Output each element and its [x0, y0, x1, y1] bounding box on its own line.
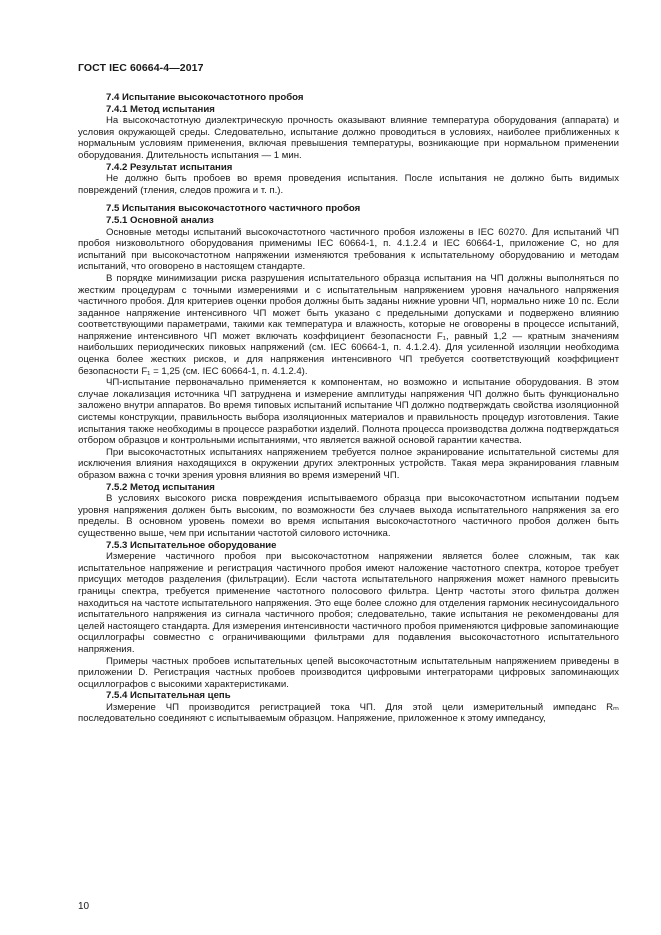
document-header: ГОСТ IEC 60664-4—2017	[78, 62, 204, 74]
paragraph: ЧП-испытание первоначально применяется к компонентам, но возможно и испытание оборудования. В этом случае локализация источника ЧП затруднена и измерение амплитуды напряжения ЧП должно быть функционально заложено внутри аппаратов. Во время типовых испытаний испытание ЧП должно подтверждать свойства изоляционной системы конструкции, правильность выбора изоляционных материалов и правильность процедур изготовления. Такие испытания также необходимы в процессе разработки изделий. Полнота процесса производства должна подтверждаться отбором образцов и контрольными испытаниями, что является важной основой гарантии качества.	[78, 377, 619, 447]
paragraph: Не должно быть пробоев во время проведения испытания. После испытания не должно быть видимых повреждений (тления, следов прожига и т. п.).	[78, 173, 619, 196]
section-heading: 7.4.2 Результат испытания	[106, 161, 233, 173]
section-heading: 7.5.3 Испытательное оборудование	[106, 539, 277, 551]
paragraph: При высокочастотных испытаниях напряжением требуется полное экранирование испытательной системы для исключения влияния находящихся в окружении других электронных устройств. Такая мера экранирования главным образом важна с точки зрения уровня влияния во время измерений ЧП.	[78, 446, 619, 481]
paragraph: В условиях высокого риска повреждения испытываемого образца при высокочастотном испытании подъем уровня напряжения должен быть высоким, по возможности без случаев выхода испытательного напряжения за его пределы. В основном уровень помехи во время испытания высокочастотного частичного пробоя должен быть существенно выше, чем при испытании частотой силового источника.	[78, 493, 619, 539]
section-heading: 7.5.1 Основной анализ	[106, 214, 214, 226]
page-number: 10	[78, 901, 90, 912]
section-heading: 7.5 Испытания высокочастотного частичного пробоя	[106, 203, 361, 215]
paragraph: В порядке минимизации риска разрушения испытательного образца испытания на ЧП должны выполняться по жестким процедурам с точными измерениями и с испытательным напряжением уровня начального напряжения частичного пробоя. Для критериев оценки пробоя должны быть заданы нижние уровни ЧП, нормально ниже 10 пс. Если заданное напряжение интенсивного ЧП может быть указано с предельными допусками и подвержено влиянию соответствующими параметрами, такими как температура и влажность, которые не оговорены в процессе испытаний, напряжение интенсивного ЧП может включать коэффициент безопасности F₁, равный 1,2 — кратным значениям наибольших периодических пиковых напряжений (см. IEC 60664-1, п. 4.1.2.4). Для усиленной изоляции необходима оценка более жестких рисков, и для напряжения интенсивного ЧП требуется соответствующий коэффициент безопасности F₁ = 1,25 (см. IEC 60664-1, п. 4.1.2.4).	[78, 272, 619, 377]
document-body	[78, 92, 619, 725]
section-heading: 7.4.1 Метод испытания	[106, 103, 215, 115]
section-heading: 7.4 Испытание высокочастотного пробоя	[106, 92, 304, 103]
section-heading: 7.5.4 Испытательная цепь	[106, 690, 231, 702]
paragraph: На высокочастотную диэлектрическую прочность оказывают влияние температура оборудования (аппарата) и условия окружающей среды. Следовательно, испытание должно проводиться в условиях, наиболее приближенных к нормальным условиям применения, включая превышения температуры, возникающие при нормальном применении оборудования. Длительность испытания — 1 мин.	[78, 115, 619, 161]
paragraph: Измерение ЧП производится регистрацией тока ЧП. Для этой цели измерительный импеданс Rₘ последовательно соединяют с испытываемым образцом. Напряжение, приложенное к этому импедансу,	[78, 701, 619, 725]
section-heading: 7.5.2 Метод испытания	[106, 481, 215, 493]
paragraph: Примеры частных пробоев испытательных цепей высокочастотным испытательным напряжением приведены в приложении D. Регистрация частных пробоев производится цифровыми интеграторами цифровых запоминающих осциллографов с высокими характеристиками.	[78, 655, 619, 690]
paragraph: Измерение частичного пробоя при высокочастотном напряжении является более сложным, так как испытательное напряжение и регистрация частичного пробоя имеют наложение частотного спектра, которое требует присущих методов разделения (фильтрации). Если частота испытательного напряжения может намного превысить границы спектра, требуется применение частотного полосового фильтра. Центр частоты этого фильтра должен находиться на частоте испытательного напряжения. Это еще более сложно для отделения гармоник несинусоидального испытательного напряжения из сигнала частичного пробоя; следовательно, такие испытания не рекомендованы для целей настоящего стандарта. Для измерения интенсивности частичного пробоя применяются цифровые запоминающие осциллографы совместно с ограничивающими фильтрами для подавления высокочастотного испытательного напряжения.	[78, 551, 619, 655]
paragraph: Основные методы испытаний высокочастотного частичного пробоя изложены в IEC 60270. Для испытаний ЧП пробоя низковольтного оборудования применимы IEC 60664-1, п. 4.1.2.4 и IEC 60664-1, приложение C, но для испытаний при высокочастотном напряжении изменяются требования к испытательному оборудованию и методам испытаний, что оговорено в настоящем стандарте.	[78, 226, 619, 273]
